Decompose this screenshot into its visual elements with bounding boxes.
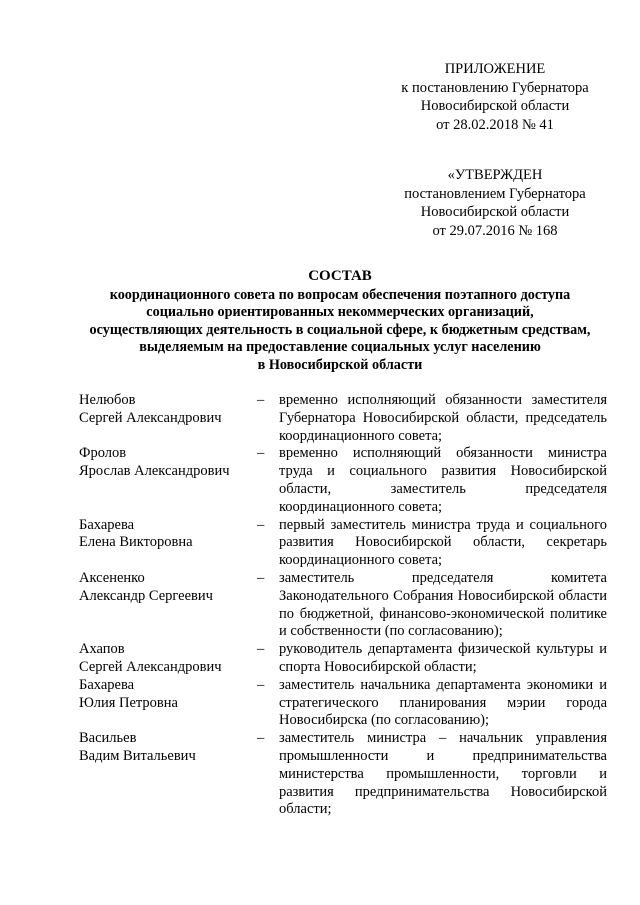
title-subtitle-line: осуществляющих деятельность в социальной сфере, к бюджетным средствам, (89, 321, 591, 338)
member-surname: Бахарева (79, 516, 135, 533)
member-name (79, 392, 257, 428)
member-surname: Васильев (79, 730, 137, 747)
member-row (79, 641, 609, 677)
member-role: первый заместитель министра труда и социального развития Новосибирской области, секретарь координационного совета; (279, 516, 607, 569)
member-dash: – (257, 445, 265, 462)
title-subtitle-line: координационного совета по вопросам обеспечения поэтапного доступа (109, 286, 571, 303)
member-name (79, 445, 257, 481)
member-given-name: Вадим Витальевич (79, 747, 196, 764)
member-given-name: Юлия Петровна (79, 694, 178, 711)
member-role: заместитель начальника департамента экономики и стратегического планирования мэрии города Новосибирска (по согласованию); (279, 676, 607, 729)
member-name (79, 641, 257, 677)
title-subtitle-line: выделяемым на предоставление социальных услуг населению (139, 339, 541, 355)
member-row (79, 730, 609, 819)
member-list (79, 392, 609, 819)
member-dash: – (257, 730, 265, 747)
member-row (79, 445, 609, 516)
approval-line: от 29.07.2016 № 168 (432, 222, 558, 239)
member-name (79, 730, 257, 766)
member-dash: – (257, 641, 265, 658)
member-given-name: Ярослав Александрович (79, 463, 230, 480)
member-surname: Фролов (79, 445, 127, 462)
document-title (70, 268, 610, 374)
attachment-line: от 28.02.2018 № 41 (436, 116, 554, 133)
member-name (79, 570, 257, 606)
member-given-name: Сергей Александрович (79, 409, 222, 426)
member-surname: Ахапов (79, 641, 125, 658)
member-row (79, 677, 609, 730)
member-role: заместитель министра – начальник управления промышленности и предпринимательства министерства промышленности, торговли и развития предпринимательства Новосибирской области; (279, 730, 607, 818)
member-role: руководитель департамента физической культуры и спорта Новосибирской области; (279, 641, 607, 675)
member-row (79, 570, 609, 641)
member-role: заместитель председателя комитета Законодательного Собрания Новосибирской области по бюджетной, финансово-экономической политике и собственности (по согласованию); (279, 569, 607, 640)
member-row (79, 517, 609, 570)
member-dash: – (257, 516, 265, 533)
attachment-line: Новосибирской области (420, 98, 570, 114)
attachment-line: ПРИЛОЖЕНИЕ (444, 61, 546, 77)
approval-line: «УТВЕРЖДЕН (447, 167, 543, 183)
member-given-name: Елена Викторовна (79, 534, 193, 551)
member-name (79, 517, 257, 553)
member-dash: – (257, 392, 265, 408)
approval-line: Новосибирской области (420, 204, 570, 220)
member-surname: Аксененко (79, 569, 145, 586)
member-surname: Нелюбов (79, 392, 136, 408)
member-given-name: Александр Сергеевич (79, 587, 213, 604)
title-subtitle-line: в Новосибирской области (257, 356, 423, 373)
member-surname: Бахарева (79, 676, 135, 693)
member-name (79, 677, 257, 713)
member-row (79, 392, 609, 445)
title-heading: СОСТАВ (308, 268, 372, 284)
approval-line: постановлением Губернатора (404, 185, 586, 202)
member-role: временно исполняющий обязанности заместителя Губернатора Новосибирской области, председатель координационного совета; (279, 392, 607, 444)
member-role: временно исполняющий обязанности министра труда и социального развития Новосибирской области, заместитель председателя координационного совета; (279, 445, 607, 515)
attachment-header (390, 60, 600, 134)
member-dash: – (257, 676, 265, 693)
member-dash: – (257, 569, 265, 586)
attachment-line: к постановлению Губернатора (401, 79, 589, 96)
member-given-name: Сергей Александрович (79, 658, 222, 675)
approval-stamp (390, 166, 600, 240)
title-subtitle-line: социально ориентированных некоммерческих организаций, (146, 304, 534, 320)
